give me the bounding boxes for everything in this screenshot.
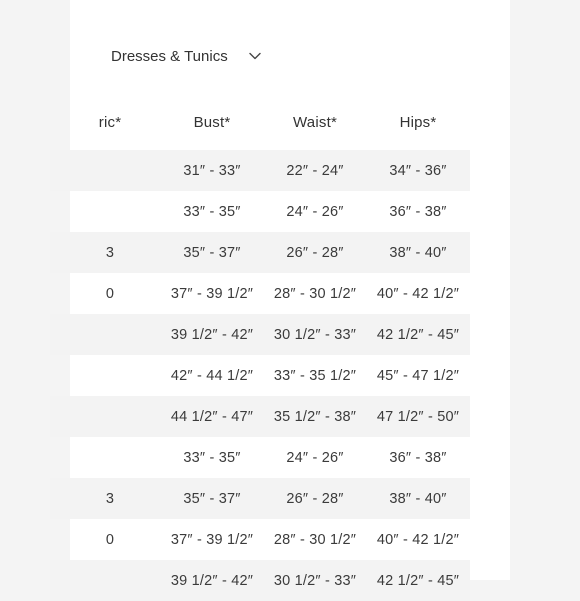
category-dropdown-label: Dresses & Tunics	[111, 47, 228, 65]
size-chart-panel	[70, 0, 510, 589]
waist-cell: 26″ - 28″	[286, 490, 344, 507]
metric-cell: 0	[105, 285, 115, 302]
header-hips: Hips*	[399, 113, 437, 131]
hips-cell: 38″ - 40″	[389, 244, 447, 261]
hips-cell: 42 1/2″ - 45″	[376, 326, 460, 343]
waist-cell: 30 1/2″ - 33″	[273, 326, 357, 343]
metric-cell: 3	[105, 490, 115, 507]
bust-cell: 33″ - 35″	[183, 203, 241, 220]
bust-cell: 35″ - 37″	[183, 490, 241, 507]
table-row	[50, 232, 470, 273]
waist-cell: 24″ - 26″	[286, 203, 344, 220]
table-row	[50, 314, 470, 355]
waist-cell: 26″ - 28″	[286, 244, 344, 261]
table-row	[50, 150, 470, 191]
hips-cell: 36″ - 38″	[389, 449, 447, 466]
header-bust: Bust*	[193, 113, 231, 131]
hips-cell: 40″ - 42 1/2″	[376, 531, 460, 548]
table-row	[50, 560, 470, 601]
waist-cell: 33″ - 35 1/2″	[273, 367, 357, 384]
table-row	[50, 191, 470, 232]
table-row	[50, 478, 470, 519]
bust-cell: 39 1/2″ - 42″	[170, 572, 254, 589]
waist-cell: 22″ - 24″	[286, 162, 344, 179]
size-table	[98, 100, 469, 589]
table-row	[50, 519, 470, 560]
waist-cell: 30 1/2″ - 33″	[273, 572, 357, 589]
header-metric: ric*	[98, 113, 122, 131]
category-dropdown[interactable]	[111, 45, 262, 67]
waist-cell: 24″ - 26″	[286, 449, 344, 466]
waist-cell: 28″ - 30 1/2″	[273, 285, 357, 302]
metric-cell: 3	[105, 244, 115, 261]
chevron-down-icon	[248, 49, 262, 63]
bust-cell: 37″ - 39 1/2″	[170, 531, 254, 548]
hips-cell: 40″ - 42 1/2″	[376, 285, 460, 302]
hips-cell: 47 1/2″ - 50″	[376, 408, 460, 425]
bust-cell: 31″ - 33″	[183, 162, 241, 179]
table-row	[50, 437, 470, 478]
bust-cell: 44 1/2″ - 47″	[170, 408, 254, 425]
metric-cell: 0	[105, 531, 115, 548]
table-header-row	[50, 100, 470, 144]
bust-cell: 42″ - 44 1/2″	[170, 367, 254, 384]
waist-cell: 28″ - 30 1/2″	[273, 531, 357, 548]
table-row	[50, 355, 470, 396]
bust-cell: 35″ - 37″	[183, 244, 241, 261]
hips-cell: 38″ - 40″	[389, 490, 447, 507]
hips-cell: 34″ - 36″	[389, 162, 447, 179]
table-row	[50, 396, 470, 437]
bust-cell: 33″ - 35″	[183, 449, 241, 466]
hips-cell: 45″ - 47 1/2″	[376, 367, 460, 384]
bust-cell: 37″ - 39 1/2″	[170, 285, 254, 302]
table-row	[50, 273, 470, 314]
hips-cell: 36″ - 38″	[389, 203, 447, 220]
size-table-scroll-area[interactable]	[50, 100, 470, 601]
hips-cell: 42 1/2″ - 45″	[376, 572, 460, 589]
bust-cell: 39 1/2″ - 42″	[170, 326, 254, 343]
header-waist: Waist*	[293, 113, 337, 131]
waist-cell: 35 1/2″ - 38″	[273, 408, 357, 425]
